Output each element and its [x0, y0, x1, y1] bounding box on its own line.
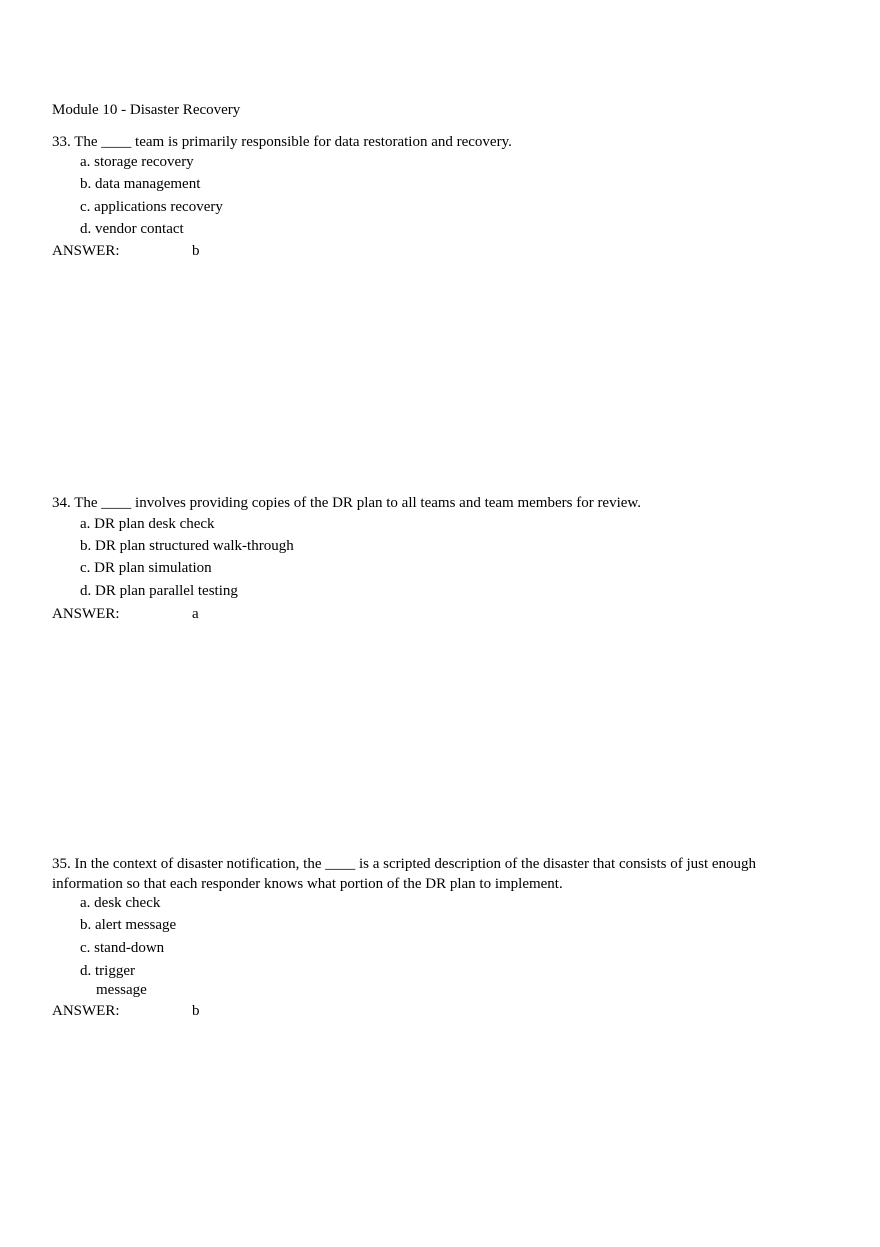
- answer-value: a: [192, 606, 199, 622]
- option-d: d. DR plan parallel testing: [80, 583, 238, 599]
- option-b: b. data management: [80, 176, 201, 192]
- option-b: b. DR plan structured walk-through: [80, 538, 294, 554]
- option-b: b. alert message: [80, 917, 177, 933]
- option-c: c. DR plan simulation: [80, 560, 212, 576]
- option-c: c. stand-down: [80, 940, 165, 956]
- question-stem-line-2: information so that each responder knows what portion of the DR plan to implement.: [52, 876, 563, 892]
- module-title: Module 10 - Disaster Recovery: [52, 102, 241, 118]
- option-a: a. desk check: [80, 895, 161, 911]
- question-stem: 34. The ____ involves providing copies of the DR plan to all teams and team members for review.: [52, 495, 642, 511]
- answer-label: ANSWER:: [52, 1003, 120, 1019]
- option-d-continuation: message: [96, 982, 147, 998]
- answer-label: ANSWER:: [52, 243, 120, 259]
- answer-label: ANSWER:: [52, 606, 120, 622]
- option-d: d. trigger: [80, 963, 135, 979]
- answer-value: b: [192, 243, 200, 259]
- question-stem: 33. The ____ team is primarily responsible for data restoration and recovery.: [52, 134, 512, 150]
- option-a: a. storage recovery: [80, 154, 194, 170]
- question-stem-line-1: 35. In the context of disaster notification, the ____ is a scripted description of the disaster that consists of just enough: [52, 856, 757, 872]
- option-c: c. applications recovery: [80, 199, 223, 215]
- option-d: d. vendor contact: [80, 221, 184, 237]
- option-a: a. DR plan desk check: [80, 516, 215, 532]
- answer-value: b: [192, 1003, 200, 1019]
